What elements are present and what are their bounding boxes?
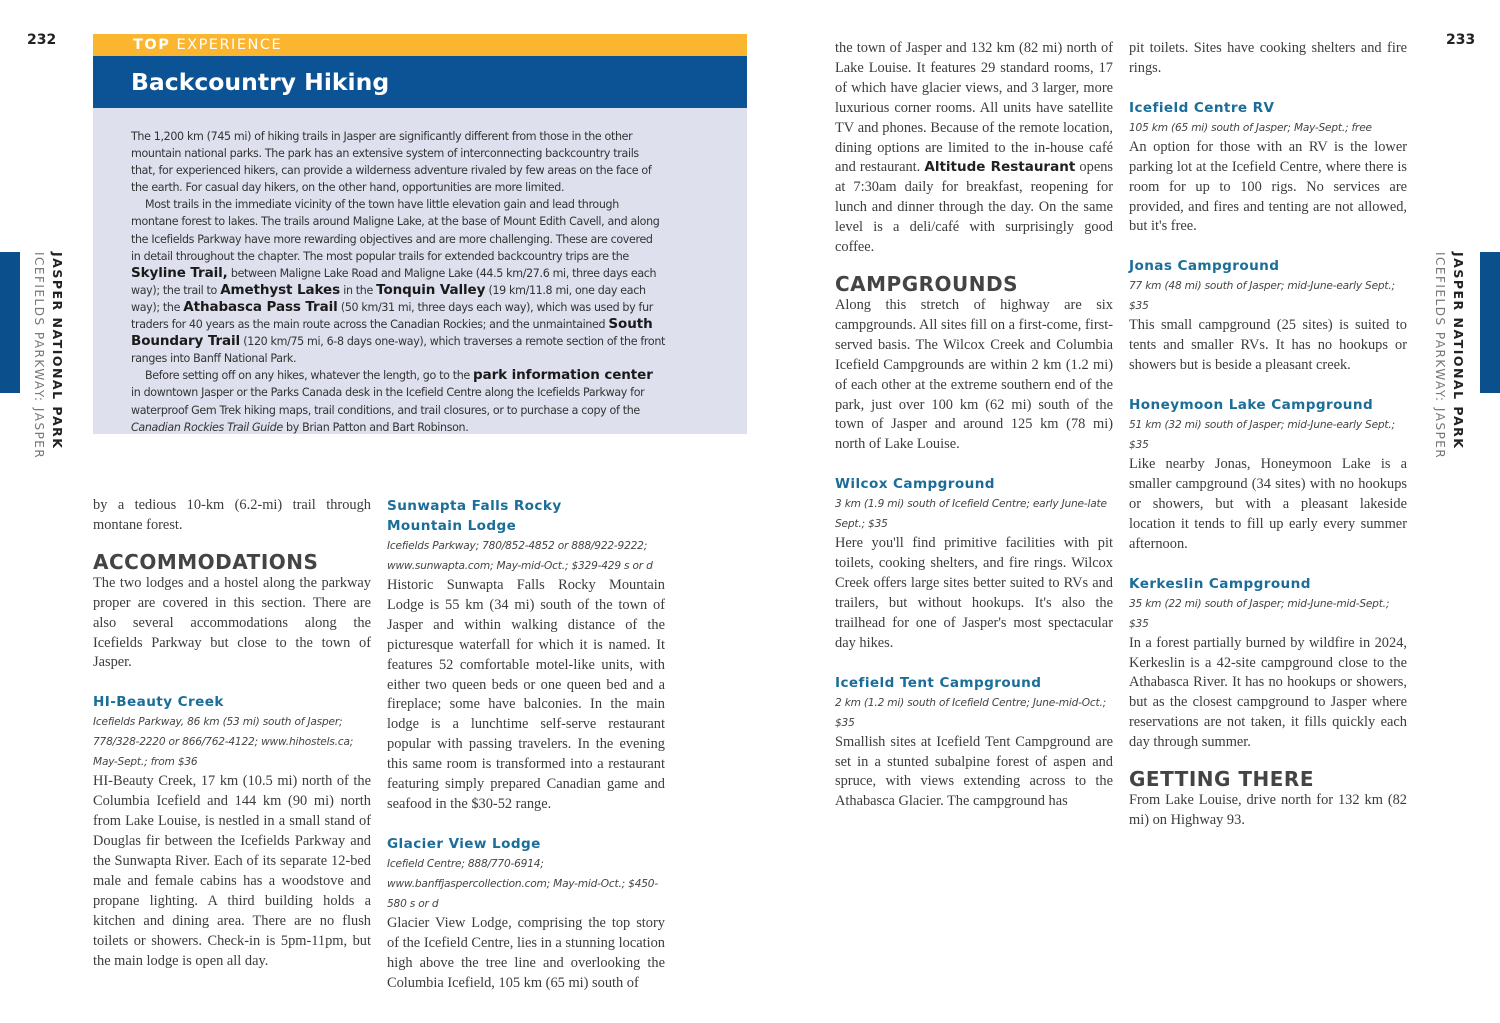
body-text: In a forest partially burned by wildfire in 2024, Kerkeslin is a 42-site campground close to the Athabasca River. It has no hookups or showers, but as the closest campground to Jasper where reservations are not taken, it fills quickly each day through summer. [1129, 634, 1407, 751]
body-text: the town of Jasper and 132 km (82 mi) north of Lake Louise. It features 29 standard rooms, 17 of which have glacier views, and 3 larger, more luxurious corner rooms. All units have satellite TV and phones. Because of the remote location, dining options are limited to the in-house café and restaurant. Altitude Restaurant opens at 7:30am daily for breakfast, reopening for lunch and dinner through the day. On the same level is a deli/café with surprisingly good coffee. [835, 40, 1113, 256]
altitude-restaurant: Altitude Restaurant [924, 159, 1076, 176]
body-text: Here you'll find primitive facilities with pit toilets, cooking shelters, and fire rings. Wilcox Creek offers large sites better suited to RVs and trailers, but without hookups. It's also the trailhead for one of Jasper's most spectacular day hikes. [835, 535, 1113, 651]
body-text: From Lake Louise, drive north for 132 km (82 mi) on Highway 93. [1129, 792, 1407, 828]
listing-title-kerkeslin: Kerkeslin Campground [1129, 575, 1311, 592]
feature-body [93, 108, 747, 434]
top-experience-label [93, 34, 747, 56]
trail-amethyst: Amethyst Lakes [220, 281, 341, 298]
park-info-center: park information center [473, 367, 653, 384]
body-text: Glacier View Lodge, comprising the top story of the Icefield Centre, lies in a stunning location high above the tree line and overlooking the Columbia Icefield, 105 km (65 mi) south of [387, 914, 665, 991]
listing-meta: Icefield Centre; 888/770-6914; www.banffjaspercollection.com; May-mid-Oct.; $450-580 s or d [387, 857, 658, 910]
trail-athabasca: Athabasca Pass Trail [183, 298, 338, 315]
feature-paragraph: The 1,200 km (745 mi) of hiking trails in Jasper are significantly different from those in the other mountain national parks. The park has an extensive system of interconnecting backcountry trails that, for experienced hikers, can provide a wilderness adventure rivaled by few areas on the face of the earth. For casual day hikers, on the other hand, opportunities are more limited. [131, 130, 652, 195]
feature-paragraph: Before setting off on any hikes, whatever the length, go to the park information center in downtown Jasper or the Parks Canada desk in the Icefield Centre along the Icefields Parkway for waterproof Gem Trek hiking maps, trail conditions, and trail closures, or to purchase a copy of the Canadian Rockies Trail Guide by Brian Patton and Bart Robinson. [131, 367, 653, 434]
heading-campgrounds: CAMPGROUNDS [835, 271, 1019, 296]
body-text: The two lodges and a hostel along the parkway proper are covered in this section. There are also several accommodations along the Icefields Parkway but close to the town of Jasper. [93, 574, 371, 671]
heading-accommodations: ACCOMMODATIONS [93, 549, 319, 574]
listing-meta: Icefields Parkway, 86 km (53 mi) south of Jasper; 778/328-2220 or 866/762-4122; www.hihostels.ca; May-Sept.; from $36 [93, 716, 354, 769]
label-top: TOP [133, 37, 171, 53]
running-head-park: JASPER NATIONAL PARK [1451, 252, 1466, 450]
feature-paragraph: Most trails in the immediate vicinity of the town have little elevation gain and lead through montane forest to lakes. The trails around Maligne Lake, at the base of Mount Edith Cavell, and along the Icefields Parkway have more rewarding objectives and are more challenging. These are covered in detail throughout the chapter. The most popular trails for extended backcountry trips are the Skyline Trail, between Maligne Lake Road and Maligne Lake (44.5 km/27.6 mi, three days each way); the trail to Amethyst Lakes in the Tonquin Valley (19 km/11.8 mi, one day each way); the Athabasca Pass Trail (50 km/31 mi, three days each way), which was used by fur traders for 40 years as the main route across the Canadian Rockies; and the unmaintained South Boundary Trail (120 km/75 mi, 6-8 days one-way), which traverses a remote section of the front ranges into Banff National Park. [131, 198, 666, 366]
body-text: by a tedious 10-km (6.2-mi) trail through montane forest. [93, 497, 371, 533]
label-experience: EXPERIENCE [170, 37, 283, 53]
listing-title-wilcox: Wilcox Campground [835, 476, 995, 493]
listing-title-icefield-tent: Icefield Tent Campground [835, 674, 1042, 691]
section-tab-right [1480, 252, 1500, 393]
column-4 [1129, 39, 1407, 831]
body-text: Historic Sunwapta Falls Rocky Mountain Lodge is 55 km (34 mi) south of the town of Jasper and within walking distance of the picturesque waterfall for which it is named. It features 52 comfortable motel-like units, with either two queen beds or one queen bed and a fireplace; some have balconies. In the main lodge is a lunchtime self-serve restaurant popular with passing travelers. In the evening this same room is transformed into a restaurant featuring simply prepared Canadian game and seafood in the $30-52 range. [387, 577, 665, 812]
listing-meta: 105 km (65 mi) south of Jasper; May-Sept.; free [1129, 121, 1372, 134]
trail-tonquin: Tonquin Valley [376, 281, 486, 298]
listing-meta: 51 km (32 mi) south of Jasper; mid-June-early Sept.; $35 [1129, 419, 1395, 452]
column-3 [835, 39, 1113, 812]
top-experience-box [93, 34, 747, 434]
listing-meta: 35 km (22 mi) south of Jasper; mid-June-mid-Sept.; $35 [1129, 597, 1390, 630]
running-head-section: ICEFIELDS PARKWAY: JASPER [32, 252, 46, 460]
page-number-right: 233 [1446, 32, 1476, 48]
listing-meta: 77 km (48 mi) south of Jasper; mid-June-early Sept.; $35 [1129, 280, 1395, 313]
body-text: An option for those with an RV is the lower parking lot at the Icefield Centre, where there is room for up to 100 rigs. No services are provided, and fires and tenting are not allowed, but it's free. [1129, 138, 1407, 235]
feature-title: Backcountry Hiking [93, 56, 747, 108]
trail-south-boundary: South Boundary Trail [131, 316, 653, 350]
listing-title-jonas: Jonas Campground [1129, 258, 1280, 275]
listing-meta: 3 km (1.9 mi) south of Icefield Centre; early June-late Sept.; $35 [835, 498, 1107, 531]
body-text: Along this stretch of highway are six campgrounds. All sites fill on a first-come, first-served basis. The Wilcox Creek and Columbia Icefield Campgrounds are within 2 km (1.2 mi) of each other at the extreme southern end of the park, just over 100 km (62 mi) south of the town of Jasper and around 125 km (78 mi) north of Lake Louise. [835, 296, 1113, 453]
trail-skyline: Skyline Trail, [131, 264, 228, 281]
listing-title-icefield-rv: Icefield Centre RV [1129, 99, 1275, 116]
body-text: This small campground (25 sites) is suited to tents and smaller RVs. It has no hookups or showers but is beside a pleasant creek. [1129, 317, 1407, 374]
heading-getting-there: GETTING THERE [1129, 767, 1314, 792]
body-text: pit toilets. Sites have cooking shelters and fire rings. [1129, 40, 1407, 76]
listing-meta: Icefields Parkway; 780/852-4852 or 888/922-9222; www.sunwapta.com; May-mid-Oct.; $329-429 s or d [387, 540, 653, 572]
listing-title-hi-beauty-creek: HI-Beauty Creek [93, 694, 224, 711]
listing-title-glacier-view: Glacier View Lodge [387, 835, 541, 852]
running-head-left [30, 252, 49, 459]
column-2 [387, 496, 665, 994]
listing-title-honeymoon-lake: Honeymoon Lake Campground [1129, 397, 1374, 414]
running-head-section: ICEFIELDS PARKWAY: JASPER [1433, 252, 1447, 460]
running-head-park: JASPER NATIONAL PARK [50, 252, 65, 450]
body-text: Smallish sites at Icefield Tent Campground are set in a stunted subalpine forest of aspen and spruce, with views extending across to the Athabasca Glacier. The campground has [835, 733, 1113, 810]
body-text: HI-Beauty Creek, 17 km (10.5 mi) north of the Columbia Icefield and 144 km (90 mi) north from Lake Louise, is nestled in a small stand of Douglas fir between the Icefields Parkway and the Sunwapta River. Each of its separate 12-bed male and female cabins has a woodstove and propane lighting. A third building holds a kitchen and dining area. There are no flush toilets or showers. Check-in is 5pm-11pm, but the main lodge is open all day. [93, 773, 371, 969]
section-tab-left [0, 252, 20, 393]
running-head-left-park [48, 252, 67, 449]
page-number-left: 232 [27, 32, 57, 48]
book-title: Canadian Rockies Trail Guide [131, 420, 283, 434]
running-head-right [1431, 252, 1450, 459]
listing-meta: 2 km (1.2 mi) south of Icefield Centre; June-mid-Oct.; $35 [835, 696, 1107, 729]
listing-title-sunwapta: Sunwapta Falls Rocky Mountain Lodge [387, 498, 562, 534]
running-head-right-park [1449, 252, 1468, 449]
column-1 [93, 496, 371, 971]
body-text: Like nearby Jonas, Honeymoon Lake is a smaller campground (34 sites) with no hookups or showers, but with a pleasant lakeside location it tends to fill up early every summer afternoon. [1129, 456, 1407, 552]
